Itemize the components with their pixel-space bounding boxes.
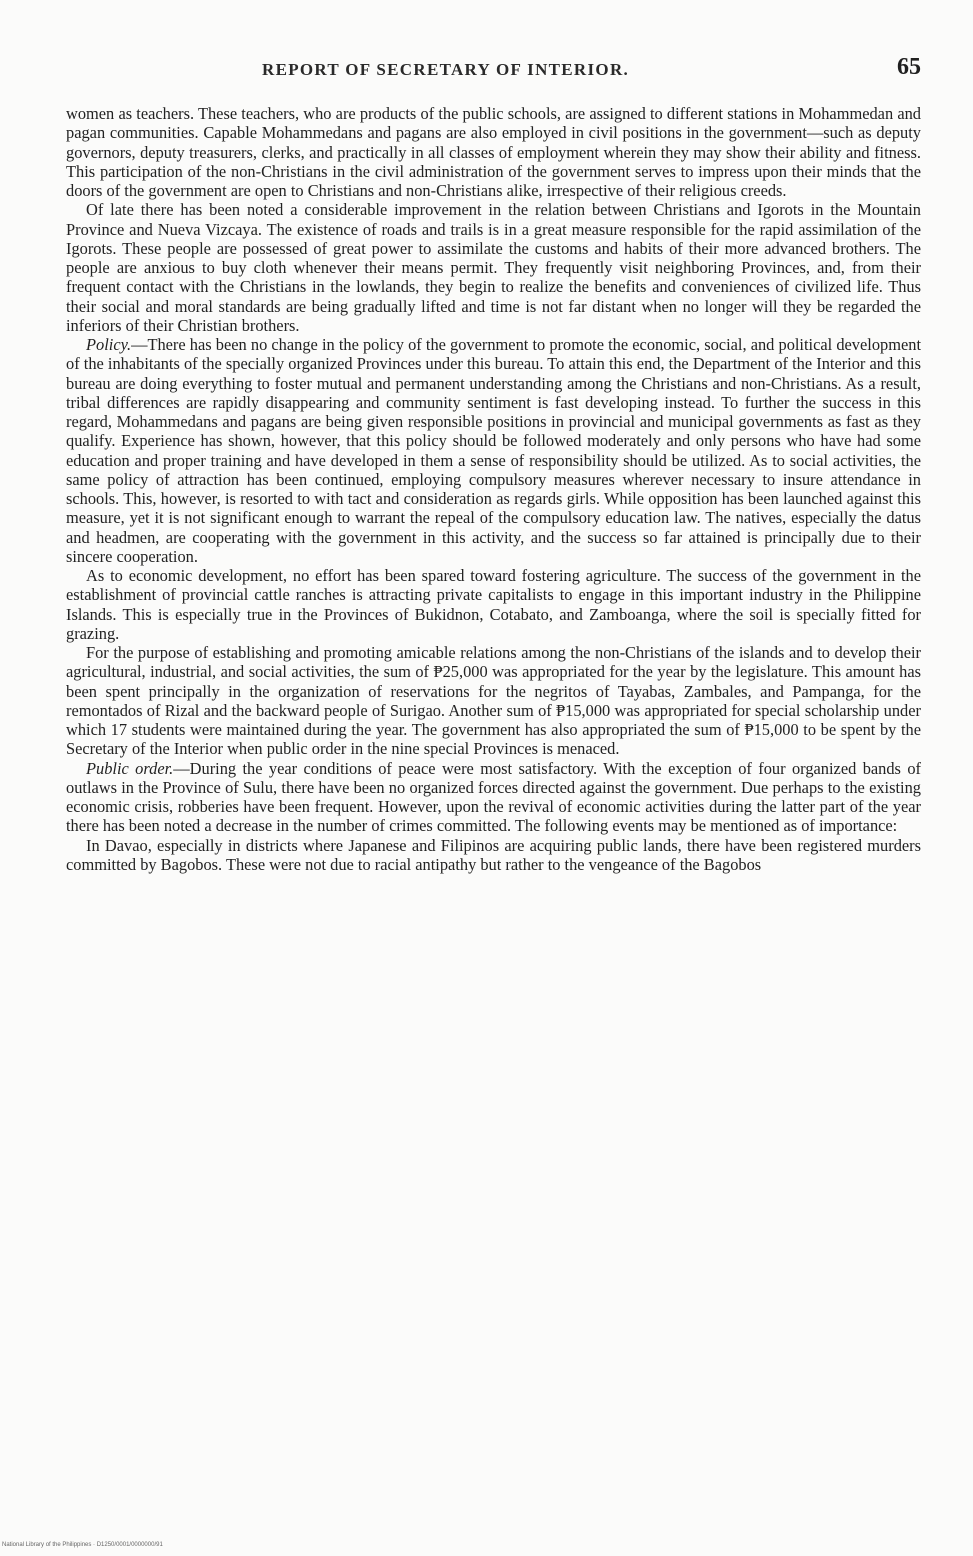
paragraph-appropriations <box>66 643 921 759</box>
paragraph-davao <box>66 836 921 875</box>
paragraph-text: In Davao, especially in districts where Japanese and Filipinos are acquiring public lands, there have been registered murders committed by Bagobos. These were not due to racial antipathy but rather to the vengeance of the Bagobos <box>66 835 921 874</box>
running-title: REPORT OF SECRETARY OF INTERIOR. <box>262 60 630 79</box>
scan-credit: National Library of the Philippines · D1250/0001/0000000/91 <box>2 1542 163 1548</box>
paragraph-continuation <box>66 104 921 200</box>
paragraph-text: As to economic development, no effort has been spared toward fostering agriculture. The success of the government in the establishment of provincial cattle ranches is attracting private capitalists to engage in this important industry in the Philippine Islands. This is especially true in the Provinces of Bukidnon, Cotabato, and Zamboanga, where the soil is specially fitted for grazing. <box>66 566 921 643</box>
paragraph-text: —There has been no change in the policy of the government to promote the economic, social, and political development of the inhabitants of the specially organized Provinces under this bureau. To attain this end, the Department of the Interior and this bureau are doing everything to foster mutual and permanent understanding among the Christians and non-Christians. As a result, tribal differences are rapidly disappearing and community sentiment is fast developing instead. To further the success in this regard, Mohammedans and pagans are being given responsible positions in provincial and municipal governments as fast as they qualify. Experience has shown, however, that this policy should be followed moderately and only persons who have had some education and proper training and have developed in them a sense of responsibility should be utilized. As to social activities, the same policy of attraction has been continued, employing compulsory measures wherever necessary to insure attendance in schools. This, however, is resorted to with tact and consideration as regards girls. While opposition has been launched against this measure, yet it is not significant enough to warrant the repeal of the compulsory education law. The natives, especially the datus and headmen, are cooperating with the government in this activity, and the success so far attained is principally due to their sincere cooperation. <box>66 335 921 566</box>
paragraph-text: Of late there has been noted a considerable improvement in the relation between Christians and Igorots in the Mountain Province and Nueva Vizcaya. The existence of roads and trails is in a great measure responsible for the rapid assimilation of the Igorots. These people are possessed of great power to assimilate the customs and habits of their more advanced brothers. The people are anxious to buy cloth whenever their means permit. They frequently visit neighboring Provinces, and, from their frequent contact with the Christians in the lowlands, they begin to realize the benefits and conveniences of civilized life. Thus their social and moral standards are being gradually lifted and time is not far distant when no longer will they be regarded the inferiors of their Christian brothers. <box>66 200 921 335</box>
paragraph-text: women as teachers. These teachers, who are products of the public schools, are assigned to different stations in Mohammedan and pagan communities. Capable Mohammedans and pagans are also employed in civil positions in the government—such as deputy governors, deputy treasurers, clerks, and practically in all classes of employment wherein they may show their ability and fitness. This participation of the non-Christians in the civil administration of the government serves to impress upon their minds that the doors of the government are open to Christians and non-Christians alike, irrespective of their religious creeds. <box>66 104 921 200</box>
paragraph-igorots <box>66 200 921 335</box>
paragraph-text: For the purpose of establishing and promoting amicable relations among the non-Christians of the islands and to develop their agricultural, industrial, and social activities, the sum of ₱25,000 was appropriated for the year by the legislature. This amount has been spent principally in the organization of reservations for the negritos of Tayabas, Zambales, and Pampanga, for the remontados of Rizal and the backward people of Surigao. Another sum of ₱15,000 was appropriated for special scholarship under which 17 students were maintained during the year. The government has also appropriated the sum of ₱15,000 to be spent by the Secretary of the Interior when public order in the nine special Provinces is menaced. <box>66 643 921 759</box>
section-heading-policy: Policy. <box>86 335 132 354</box>
page-number: 65 <box>897 54 921 80</box>
paragraph-policy <box>66 335 921 566</box>
section-heading-public-order: Public order. <box>86 758 174 778</box>
paragraph-text: —During the year conditions of peace were most satisfactory. With the exception of four organized bands of outlaws in the Province of Sulu, there have been no organized forces directed against the government. Due perhaps to the existing economic crisis, robberies have been frequent. However, upon the revival of economic activities during the latter part of the year there has been noted a decrease in the number of crimes committed. The following events may be mentioned as of importance: <box>66 758 921 836</box>
running-head <box>66 54 921 84</box>
paragraph-public-order <box>66 759 921 836</box>
paragraph-economic <box>66 566 921 643</box>
body-text <box>66 104 921 874</box>
